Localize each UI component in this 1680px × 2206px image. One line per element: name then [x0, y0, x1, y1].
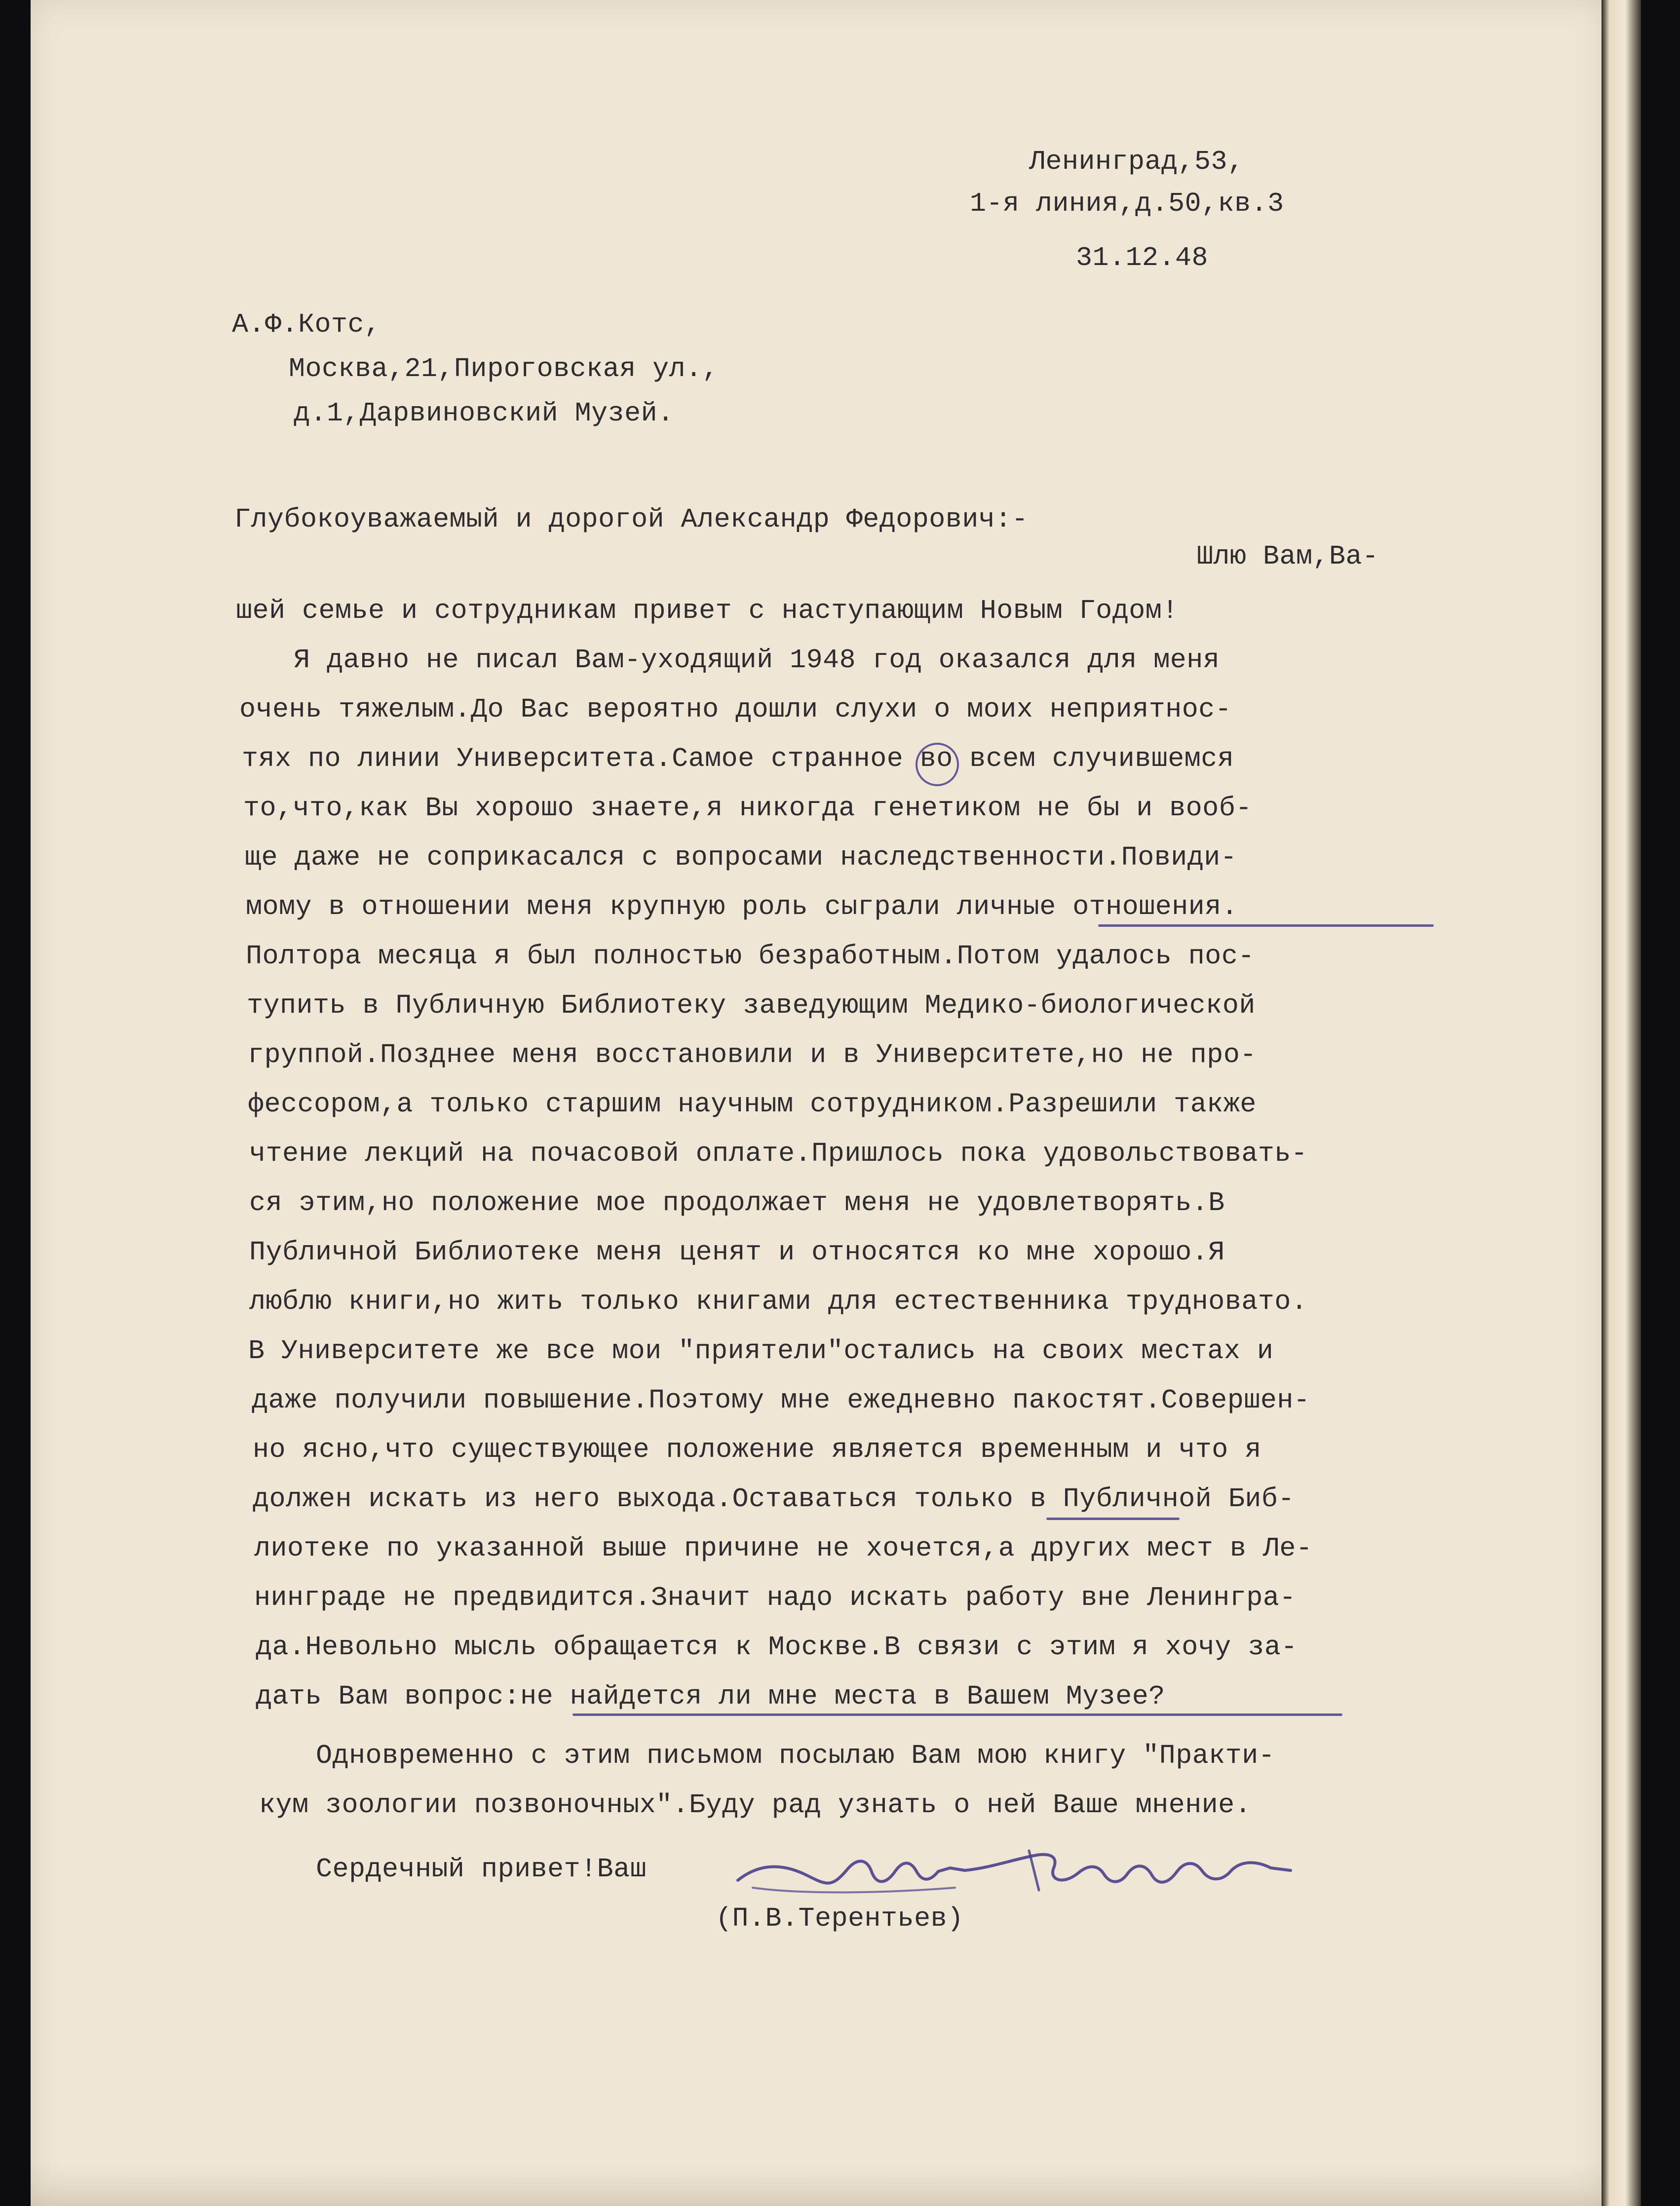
body-line: дать Вам вопрос:не найдется ли мне места в Вашем Музее? — [256, 1681, 1165, 1712]
body-line: тях по линии Университета.Самое странное во всем случившемся — [242, 743, 1234, 774]
body-line: шей семье и сотрудникам привет с наступающим Новым Годом! — [236, 595, 1179, 626]
body-line: чтение лекций на почасовой оплате.Пришлось пока удовольствовать- — [249, 1138, 1308, 1169]
sender-city: Ленинград,53, — [1029, 146, 1244, 177]
recipient-name: А.Ф.Котс, — [232, 309, 381, 340]
handwritten-signature — [733, 1841, 1296, 1905]
body-line: даже получили повышение.Поэтому мне ежедневно пакостят.Совершен- — [252, 1385, 1310, 1416]
body-line: да.Невольно мысль обращается к Москве.В связи с этим я хочу за- — [256, 1632, 1298, 1663]
body-line: очень тяжелым.До Вас вероятно дошли слухи о моих неприятнос- — [239, 694, 1232, 725]
body-line: Я давно не писал Вам-уходящий 1948 год оказался для меня — [294, 645, 1220, 676]
letter-date: 31.12.48 — [1076, 242, 1209, 273]
ink-underline-museum-question — [573, 1713, 1342, 1716]
body-line: кум зоологии позвоночных".Буду рад узнать о ней Ваше мнение. — [259, 1789, 1252, 1821]
page-edge-strip — [1602, 0, 1641, 2206]
closing-greeting: Сердечный привет!Ваш — [316, 1854, 647, 1885]
ink-underline-only — [1046, 1518, 1180, 1520]
page-shadow — [31, 2162, 1604, 2206]
signer-name: (П.В.Терентьев) — [716, 1903, 964, 1934]
body-line: ще даже не соприкасался с вопросами наследственности.Повиди- — [245, 842, 1237, 873]
body-line: Шлю Вам,Ва- — [1197, 541, 1379, 572]
body-line: Публичной Библиотеке меня ценят и относятся ко мне хорошо.Я — [249, 1237, 1225, 1268]
body-line: тупить в Публичную Библиотеку заведующим Медико-биологической — [247, 990, 1256, 1021]
ink-underline-personal-relations — [1098, 924, 1434, 927]
body-line: фессором,а только старшим научным сотрудником.Разрешили также — [248, 1089, 1257, 1120]
recipient-address-line2: д.1,Дарвиновский Музей. — [294, 398, 674, 429]
ink-correction-circle — [916, 743, 959, 786]
body-line: Полтора месяца я был полностью безработным.Потом удалось пос- — [246, 941, 1255, 972]
body-line: люблю книги,но жить только книгами для естественника трудновато. — [249, 1286, 1308, 1317]
recipient-address-line1: Москва,21,Пироговская ул., — [289, 353, 719, 384]
salutation: Глубокоуважаемый и дорогой Александр Федорович:- — [234, 504, 1029, 535]
body-line: группой.Позднее меня восстановили и в Университете,но не про- — [248, 1039, 1257, 1070]
body-line: должен искать из него выхода.Оставаться только в Публичной Биб- — [253, 1483, 1295, 1515]
body-line: Одновременно с этим письмом посылаю Вам мою книгу "Практи- — [316, 1740, 1275, 1771]
body-line: ся этим,но положение мое продолжает меня не удовлетворять.В — [249, 1187, 1225, 1218]
sender-street: 1-я линия,д.50,кв.3 — [970, 188, 1284, 219]
body-line: но ясно,что существующее положение является временным и что я — [253, 1434, 1261, 1465]
body-line: мому в отношении меня крупную роль сыграли личные отношения. — [246, 891, 1238, 922]
body-line: то,что,как Вы хорошо знаете,я никогда генетиком не бы и вооб- — [243, 793, 1252, 824]
body-line: лиотеке по указанной выше причине не хочется,а других мест в Ле- — [254, 1533, 1313, 1564]
body-line: нинграде не предвидится.Значит надо искать работу вне Ленингра- — [254, 1582, 1296, 1613]
body-line: В Университете же все мои "приятели"остались на своих местах и — [248, 1335, 1274, 1367]
